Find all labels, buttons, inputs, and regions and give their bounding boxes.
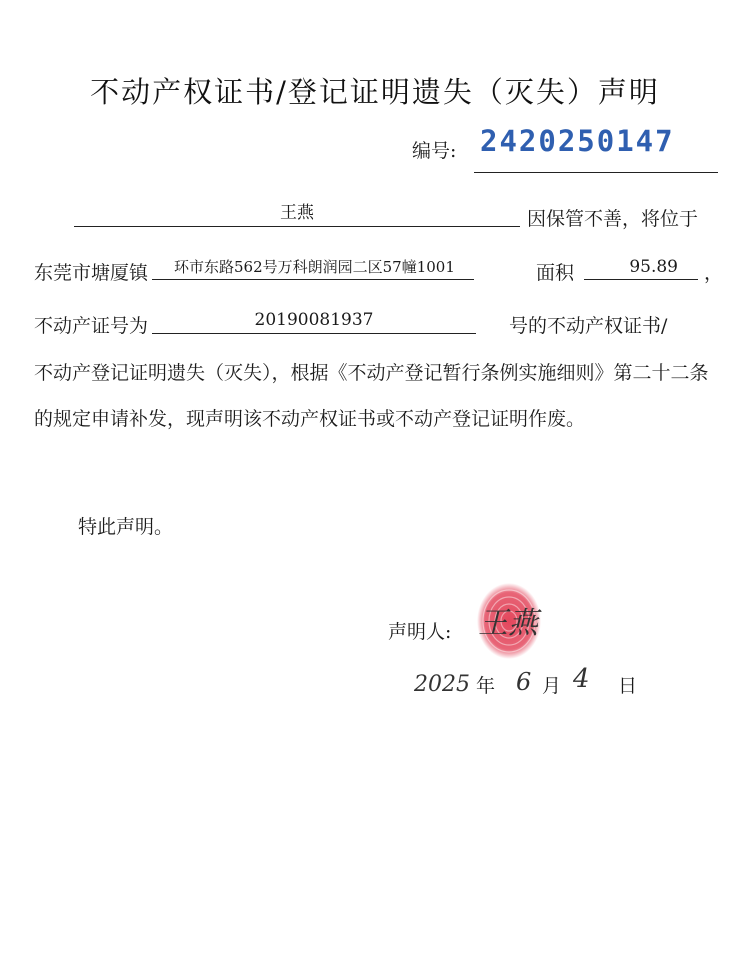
page-title: 不动产权证书/登记证明遗失（灭失）声明 (90, 75, 660, 109)
custody-text: 因保管不善，将位于 (527, 208, 699, 230)
declarant-label: 声明人: (388, 621, 452, 643)
area-label: 面积 (536, 262, 575, 284)
date-day: 4 (573, 664, 590, 694)
address-field: 环市东路562号万科朗润园二区57幢1001 (152, 256, 474, 280)
area-comma: ， (704, 262, 724, 284)
declaration-paragraph: 不动产登记证明遗失（灭失），根据《不动产登记暂行条例实施细则》第二十二条的规定申请补发，现声明该不动产权证书或不动产登记证明作废。 (34, 362, 709, 430)
date-year: 2025 (414, 672, 470, 697)
cert-label: 不动产证号为 (34, 315, 149, 337)
special-statement: 特此声明。 (78, 516, 174, 538)
date-month: 6 (516, 668, 532, 696)
area-value: 95.89 (584, 256, 698, 280)
signature: 王燕 (478, 606, 538, 641)
date-month-label: 月 (542, 675, 562, 697)
number-label: 编号: (412, 140, 457, 162)
number-underline (474, 172, 718, 173)
number-value: 2420250147 (480, 124, 675, 158)
cert-suffix: 号的不动产权证书/ (509, 315, 668, 337)
date-year-label: 年 (476, 675, 496, 697)
owner-name: 王燕 (74, 202, 520, 227)
cert-number: 20190081937 (152, 309, 476, 334)
location-prefix: 东莞市塘厦镇 (34, 262, 149, 284)
date-day-label: 日 (618, 675, 638, 697)
